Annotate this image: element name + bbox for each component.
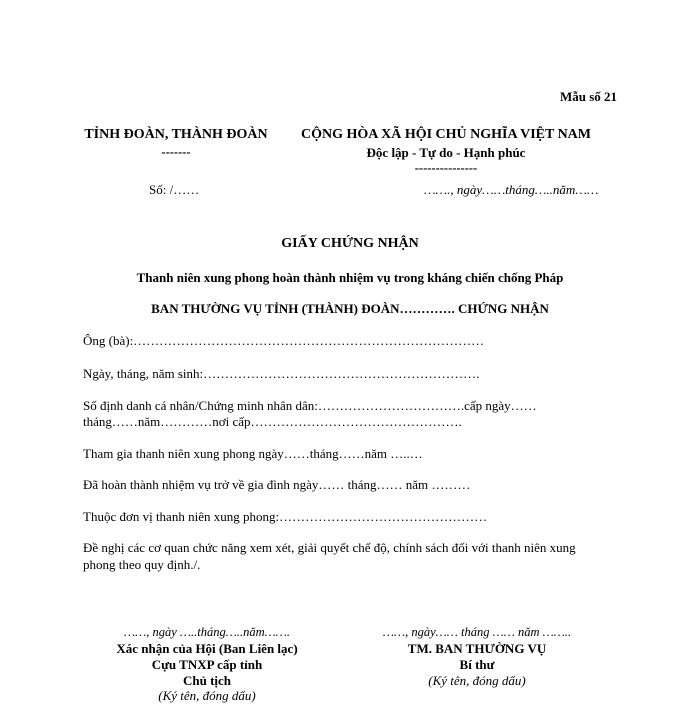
name-field: Ông (bà):……………………………………………………………………… — [83, 333, 485, 348]
right-signature-title-1: TM. BAN THƯỜNG VỤ — [407, 641, 547, 656]
org-divider: ------- — [161, 145, 191, 159]
right-signature-date: ……, ngày…… tháng …… năm …….. — [382, 625, 572, 639]
request-line-1: Đề nghị các cơ quan chức năng xem xét, giải quyết chế độ, chính sách đối với thanh niên xung — [83, 540, 576, 555]
national-motto: Độc lập - Tự do - Hạnh phúc — [366, 145, 526, 160]
left-signature-title-2: Cựu TNXP cấp tỉnh — [151, 657, 263, 672]
org-name: TỈNH ĐOÀN, THÀNH ĐOÀN — [84, 127, 268, 142]
motto-divider: --------------- — [414, 161, 478, 175]
document-number: Số: /…… — [149, 182, 200, 197]
unit-field: Thuộc đơn vị thanh niên xung phong:………………………………………… — [83, 509, 488, 524]
certify-line: BAN THƯỜNG VỤ TỈNH (THÀNH) ĐOÀN…………. CHỨNG NHẬN — [151, 301, 549, 316]
left-signature-note: (Ký tên, đóng dấu) — [158, 688, 256, 703]
id-issue-field: tháng……năm…………nơi cấp…………………………………………. — [83, 414, 462, 429]
right-signature-title-2: Bí thư — [459, 657, 495, 672]
request-line-2: phong theo quy định./. — [83, 557, 201, 572]
form-number: Mẫu số 21 — [560, 89, 618, 104]
left-signature-title-3: Chủ tịch — [182, 673, 232, 688]
join-date-field: Tham gia thanh niên xung phong ngày……tháng……năm …..… — [83, 446, 423, 461]
return-date-field: Đã hoàn thành nhiệm vụ trở về gia đình ngày…… tháng…… năm ……… — [83, 477, 471, 492]
birthdate-field: Ngày, tháng, năm sinh:………………………………………………………. — [83, 366, 480, 381]
left-signature-date: ……, ngày …..tháng…..năm……. — [124, 625, 290, 639]
right-signature-note: (Ký tên, đóng dấu) — [428, 673, 526, 688]
document-subtitle: Thanh niên xung phong hoàn thành nhiệm vụ trong kháng chiến chống Pháp — [136, 270, 564, 285]
issue-date: ……., ngày……tháng…..năm…… — [424, 182, 599, 197]
nation-name: CỘNG HÒA XÃ HỘI CHỦ NGHĨA VIỆT NAM — [300, 127, 592, 142]
left-signature-title-1: Xác nhận của Hội (Ban Liên lạc) — [116, 641, 298, 656]
id-number-field: Số định danh cá nhân/Chứng minh nhân dân:…………………………….cấp ngày…… — [83, 398, 537, 413]
document-title: GIẤY CHỨNG NHẬN — [281, 236, 419, 251]
